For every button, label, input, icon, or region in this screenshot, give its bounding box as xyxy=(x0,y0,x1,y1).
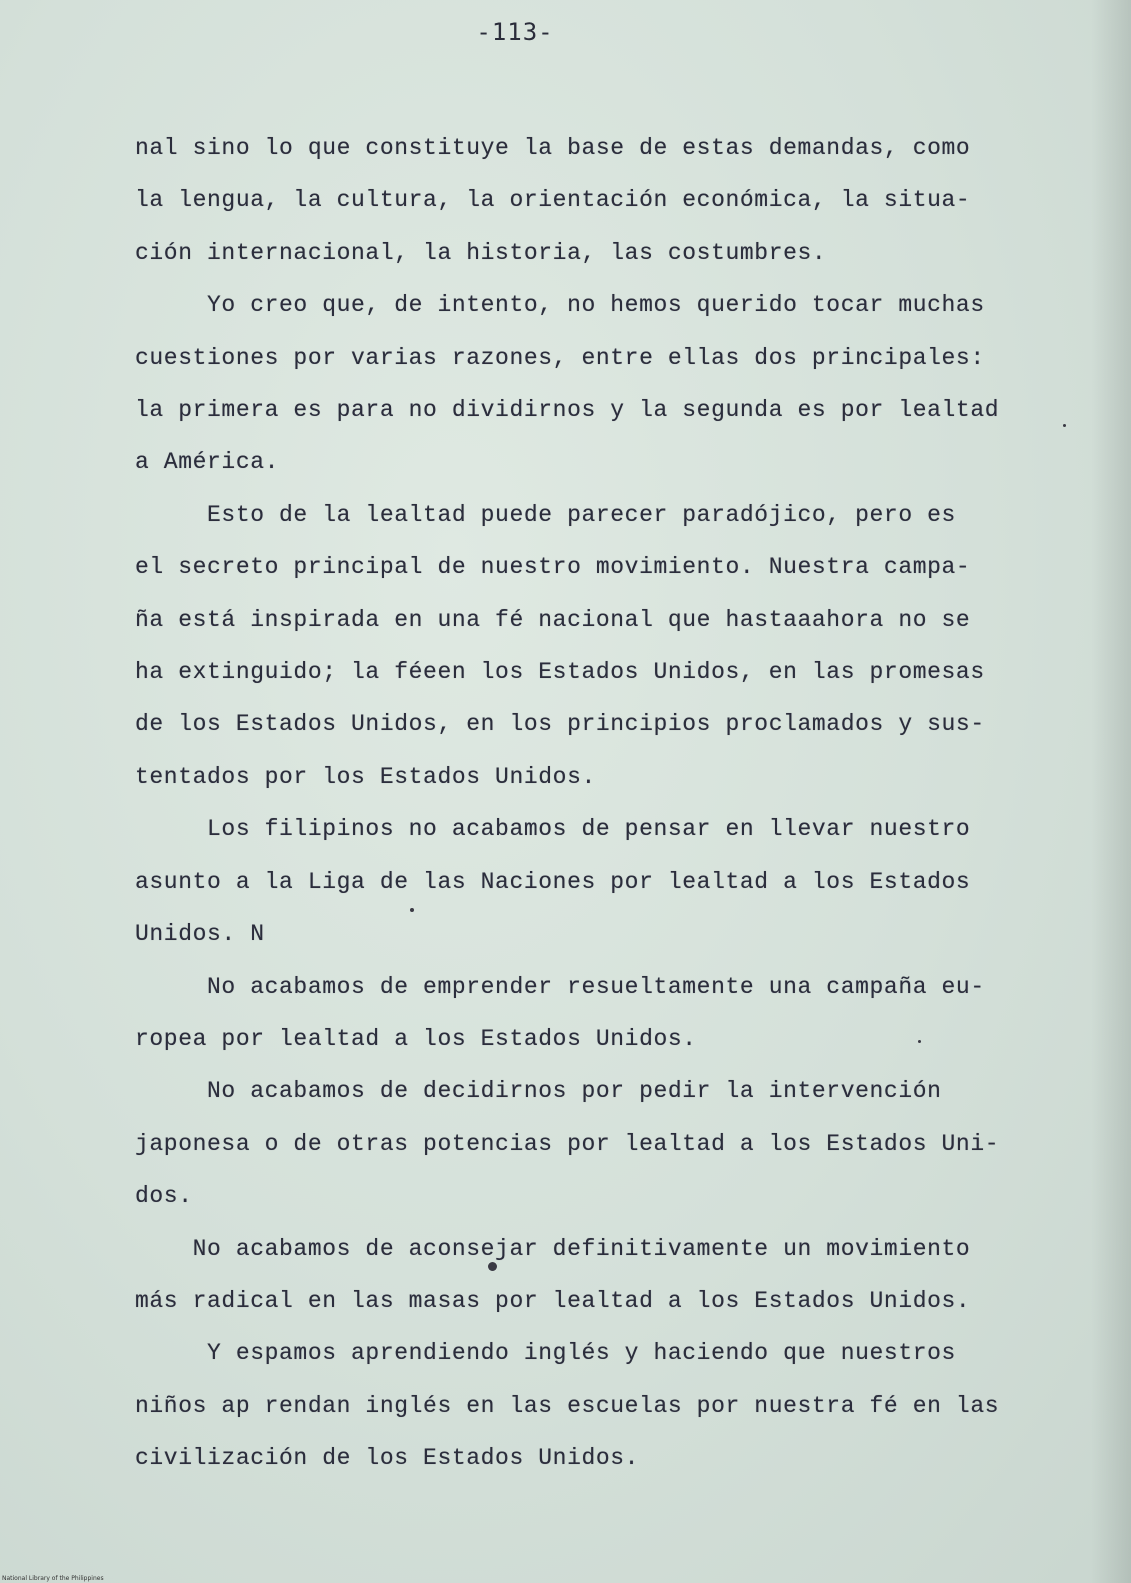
text-line: ropea por lealtad a los Estados Unidos. xyxy=(135,1025,697,1052)
text-line: civilización de los Estados Unidos. xyxy=(135,1445,640,1472)
text-line: dos. xyxy=(135,1183,193,1210)
ink-speck xyxy=(410,908,414,912)
text-line: Esto de la lealtad puede parecer paradójico, pero es xyxy=(135,501,956,528)
text-line: ha extinguido; la féeen los Estados Unidos, en las promesas xyxy=(135,659,985,686)
text-line: Los filipinos no acabamos de pensar en llevar nuestro xyxy=(135,816,971,843)
text-line: Yo creo que, de intento, no hemos querido tocar muchas xyxy=(135,292,985,319)
ink-speck xyxy=(918,1040,921,1043)
footer-credit: National Library of the Philippines xyxy=(2,1575,104,1582)
body-text xyxy=(135,122,1065,1485)
text-line: tentados por los Estados Unidos. xyxy=(135,763,596,790)
text-line: cuestiones por varias razones, entre ellas dos principales: xyxy=(135,344,985,371)
ink-speck xyxy=(488,1262,497,1271)
text-line: No acabamos de decidirnos por pedir la intervención xyxy=(135,1078,942,1105)
text-line: a América. xyxy=(135,449,280,476)
text-line: la lengua, la cultura, la orientación económica, la situa- xyxy=(135,187,971,214)
text-line: No acabamos de aconsejar definitivamente un movimiento xyxy=(135,1235,971,1262)
text-line: el secreto principal de nuestro movimiento. Nuestra campa- xyxy=(135,554,971,581)
text-line: Y espamos aprendiendo inglés y haciendo que nuestros xyxy=(135,1340,956,1367)
text-line: de los Estados Unidos, en los principios proclamados y sus- xyxy=(135,711,985,738)
text-line: No acabamos de emprender resueltamente una campaña eu- xyxy=(135,973,985,1000)
text-line: más radical en las masas por lealtad a los Estados Unidos. xyxy=(135,1287,971,1314)
text-line: nal sino lo que constituye la base de estas demandas, como xyxy=(135,135,971,161)
text-line: ción internacional, la historia, las costumbres. xyxy=(135,239,827,266)
text-line: asunto a la Liga de las Naciones por lealtad a los Estados xyxy=(135,868,971,895)
text-line: la primera es para no dividirnos y la segunda es por lealtad xyxy=(135,397,1000,424)
text-line: niños ap rendan inglés en las escuelas por nuestra fé en las xyxy=(135,1392,1000,1419)
text-line: ña está inspirada en una fé nacional que hastaaahora no se xyxy=(135,606,971,633)
text-line: Unidos. N xyxy=(135,921,265,948)
text-line: japonesa o de otras potencias por lealtad a los Estados Uni- xyxy=(135,1130,1000,1157)
page-number: -113- xyxy=(476,18,554,46)
ink-speck xyxy=(1063,424,1066,427)
